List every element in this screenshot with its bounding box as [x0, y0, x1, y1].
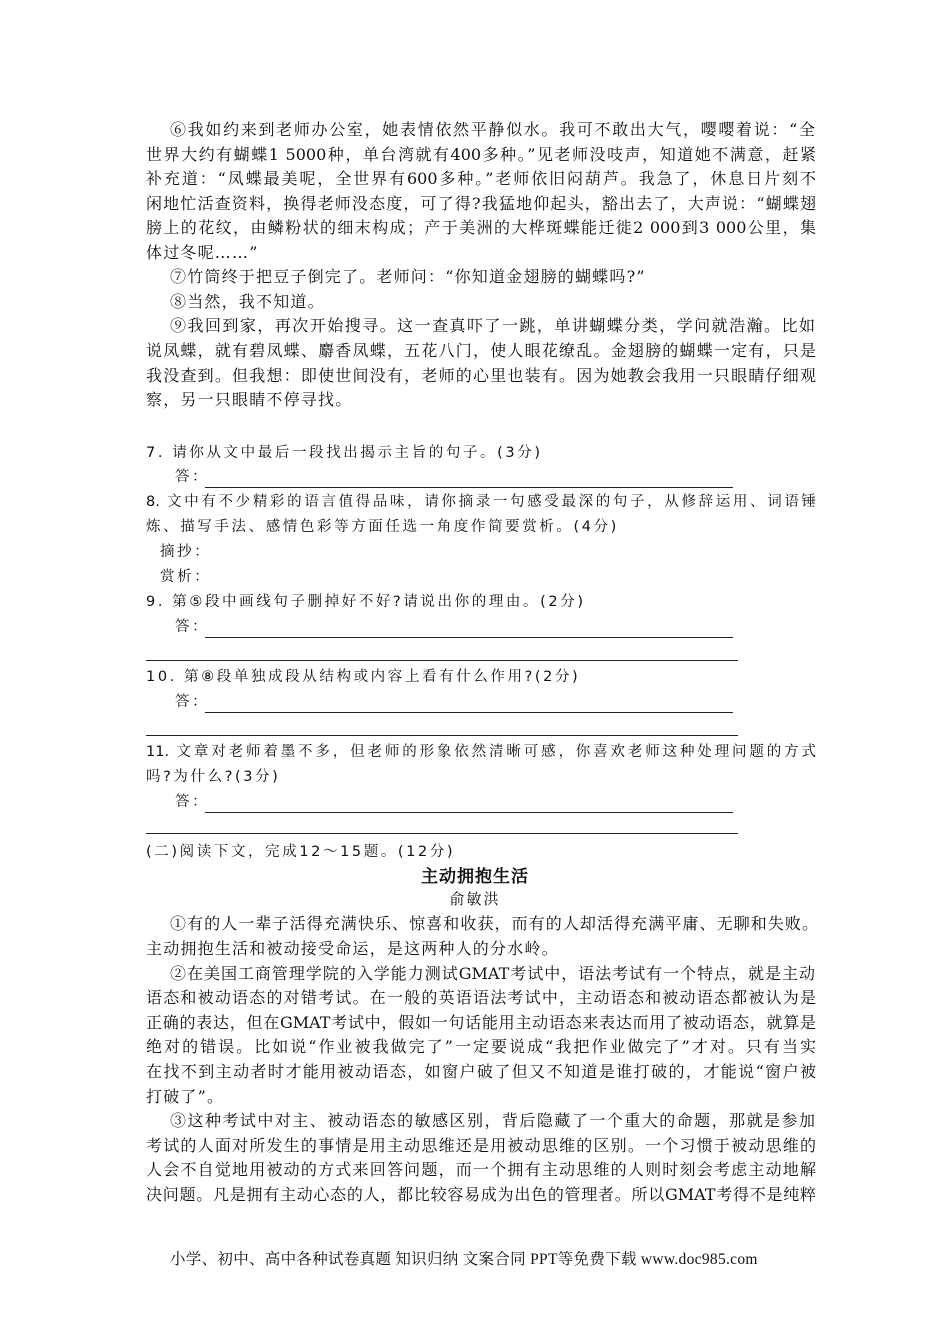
answer-line[interactable] — [205, 487, 733, 488]
passage-line: ⑨我回到家，再次开始搜寻。这一查真吓了一跳，单讲蝴蝶分类，学问就浩瀚。比如 — [170, 316, 815, 335]
article-author: 俞敏洪 — [449, 890, 501, 908]
answer-label: 答： — [175, 694, 210, 710]
answer-label: 答： — [175, 619, 210, 635]
answer-line[interactable] — [205, 637, 733, 638]
article-line: ②在美国工商管理学院的入学能力测试GMAT考试中，语法考试有一个特点，就是主动 — [170, 964, 815, 983]
section-intro: (二)阅读下文，完成12～15题。(12分) — [146, 844, 456, 860]
article-line: 正确的表达，但在GMAT考试中，假如一句话能用主动语态来表达而用了被动语态，就算是 — [146, 1013, 816, 1032]
article-line: 打破了”。 — [146, 1087, 225, 1106]
analysis-label: 赏析： — [160, 569, 212, 585]
article-title: 主动拥抱生活 — [421, 867, 529, 887]
answer-line[interactable] — [205, 812, 733, 813]
page-footer: 小学、初中、高中各种试卷真题 知识归纳 文案合同 PPT等免费下载 www.doc985.com — [170, 1251, 758, 1268]
question-10: 10. 第⑧段单独成段从结构或内容上看有什么作用?(2分) — [146, 669, 581, 685]
article-line: 人会不自觉地用被动的方式来回答问题，而一个拥有主动思维的人则时刻会考虑主动地解 — [146, 1160, 816, 1179]
article-line: ③这种考试中对主、被动语态的敏感区别，背后隐藏了一个重大的命题，那就是参加 — [170, 1111, 815, 1130]
article-line: ①有的人一辈子活得充满快乐、惊喜和收获，而有的人却活得充满平庸、无聊和失败。 — [170, 914, 818, 933]
passage-line: 察，另一只眼睛不停寻找。 — [146, 390, 353, 409]
question-8: 8. 文中有不少精彩的语言值得品味，请你摘录一句感受最深的句子，从修辞运用、词语锤 — [146, 494, 816, 510]
passage-line: 说凤蝶，就有碧凤蝶、麝香凤蝶，五花八门，使人眼花缭乱。金翅膀的蝴蝶一定有，只是 — [146, 341, 816, 360]
excerpt-label: 摘抄： — [160, 544, 212, 560]
article-line: 主动拥抱生活和被动接受命运，是这两种人的分水岭。 — [146, 939, 559, 958]
passage-line: 补充道：“凤蝶最美呢，全世界有600多种。”老师依旧闷葫芦。我急了，休息日片刻不 — [146, 169, 816, 188]
passage-line: 我没查到。但我想：即使世间没有，老师的心里也装有。因为她教会我用一只眼睛仔细观 — [146, 366, 816, 385]
question-7: 7. 请你从文中最后一段找出揭示主旨的句子。(3分) — [146, 445, 543, 461]
passage-line: ⑧当然，我不知道。 — [170, 292, 325, 311]
answer-line[interactable] — [146, 660, 738, 661]
article-line: 决问题。凡是拥有主动心态的人，都比较容易成为出色的管理者。所以GMAT考得不是纯粹 — [146, 1185, 816, 1204]
question-11: 11. 文章对老师着墨不多，但老师的形象依然清晰可感，你喜欢老师这种处理问题的方式 — [146, 744, 816, 760]
answer-label: 答： — [175, 794, 210, 810]
answer-label: 答： — [175, 469, 210, 485]
question-line: 炼、描写手法、感情色彩等方面任选一角度作简要赏析。(4分) — [146, 519, 619, 535]
passage-line: 世界大约有蝴蝶1 5000种，单台湾就有400多种。”见老师没吱声，知道她不满意，赶紧 — [146, 145, 816, 164]
article-line: 考试的人面对所发生的事情是用主动思维还是用被动思维的区别。一个习惯于被动思维的 — [146, 1136, 816, 1155]
article-line: 绝对的错误。比如说“作业被我做完了”一定要说成“我把作业做完了”才对。只有当实 — [146, 1037, 816, 1056]
passage-line: ⑦竹筒终于把豆子倒完了。老师问：“你知道金翅膀的蝴蝶吗?” — [170, 267, 646, 286]
answer-line[interactable] — [146, 833, 738, 834]
passage-line: ⑥我如约来到老师办公室，她表情依然平静似水。我可不敢出大气，嘤嘤着说：“全 — [170, 120, 815, 139]
passage-line: 膀上的花纹，由鳞粉状的细末构成；产于美洲的大桦斑蝶能迁徙2 000到3 000公里，集 — [146, 218, 816, 237]
article-line: 在找不到主动者时才能用被动语态，如窗户破了但又不知道是谁打破的，才能说“窗户被 — [146, 1062, 816, 1081]
article-line: 语态和被动语态的对错考试。在一般的英语语法考试中，主动语态和被动语态都被认为是 — [146, 988, 816, 1007]
passage-line: 闲地忙活查资料，换得老师没态度，可了得?我猛地仰起头，豁出去了，大声说：“蝴蝶翅 — [146, 194, 816, 213]
answer-line[interactable] — [146, 735, 738, 736]
answer-line[interactable] — [205, 712, 733, 713]
question-line: 吗?为什么?(3分) — [146, 769, 281, 785]
question-9: 9. 第⑤段中画线句子删掉好不好?请说出你的理由。(2分) — [146, 594, 586, 610]
passage-line: 体过冬呢……” — [146, 243, 259, 262]
